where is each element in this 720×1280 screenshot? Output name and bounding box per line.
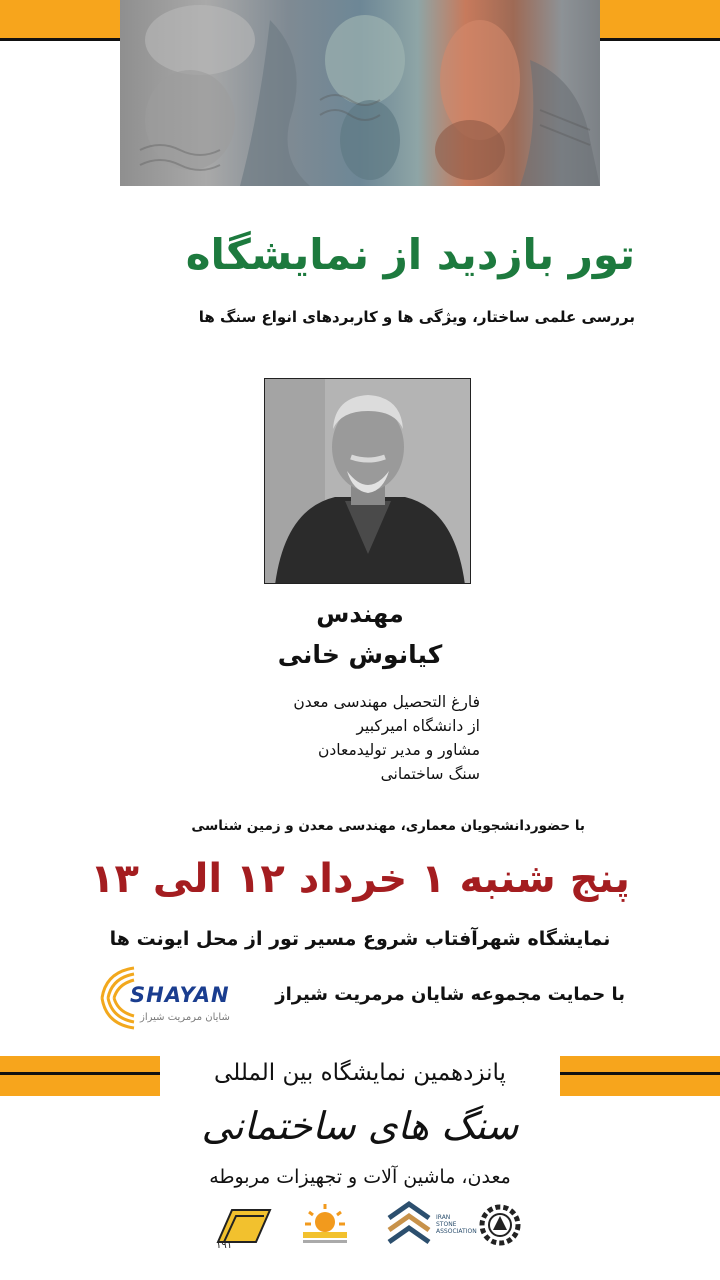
speaker-bio <box>150 690 480 786</box>
fair-script-title: سنگ های ساختمانی <box>201 1104 519 1148</box>
speaker-portrait <box>264 378 471 584</box>
top-band-left <box>0 0 120 40</box>
page-subtitle: بررسی علمی ساختار، ویژگی ها و کاربردهای انواع سنگ ها <box>198 308 635 326</box>
fair-title: پانزدهمین نمایشگاه بین المللی <box>214 1060 506 1086</box>
bottom-band-left <box>0 1056 160 1096</box>
partner-logo-sun-icon <box>295 1200 355 1250</box>
top-line-left <box>0 38 120 41</box>
page-title: تور بازدید از نمایشگاه <box>185 230 635 279</box>
partner-logo-yellow-icon <box>210 1200 280 1250</box>
speaker-title-label: مهندس <box>316 600 404 628</box>
bio-line: فارغ التحصیل مهندسی معدن <box>293 693 480 711</box>
bottom-line-left <box>0 1072 160 1075</box>
partner-logos <box>200 1200 530 1250</box>
hero-relief-image <box>120 0 600 186</box>
bio-line: از دانشگاه امیرکبیر <box>356 717 480 735</box>
bottom-line-right <box>560 1072 720 1075</box>
shayan-logo-word: SHAYAN <box>130 983 230 1007</box>
top-band-right <box>600 0 720 40</box>
top-line-right <box>600 38 720 41</box>
svg-text:۱۹۱: ۱۹۱ <box>216 1240 233 1250</box>
event-date: پنج شنبه ۱ خرداد ۱۲ الی ۱۳ <box>90 856 630 902</box>
bio-line: سنگ ساختمانی <box>380 765 480 783</box>
attendance-note: با حضوردانشجویان معماری، مهندسی معدن و زمین شناسی <box>191 818 585 834</box>
iran-stone-association-text: IRAN STONE ASSOCIATION <box>436 1214 477 1235</box>
sponsor-text: با حمایت مجموعه شایان مرمریت شیراز <box>275 984 625 1005</box>
speaker-name: کیانوش خانی <box>277 640 443 669</box>
partner-logo-chevron-icon <box>385 1200 433 1250</box>
fair-subtitle: معدن، ماشین آلات و تجهیزات مربوطه <box>209 1166 511 1188</box>
bottom-band-right <box>560 1056 720 1096</box>
partner-logo-gear-icon <box>475 1200 525 1250</box>
bio-line: مشاور و مدیر تولیدمعادن <box>317 741 480 759</box>
event-location: نمایشگاه شهرآفتاب شروع مسیر تور از محل ایونت ها <box>109 928 611 950</box>
shayan-logo-sub: شایان مرمریت شیراز <box>140 1012 230 1023</box>
